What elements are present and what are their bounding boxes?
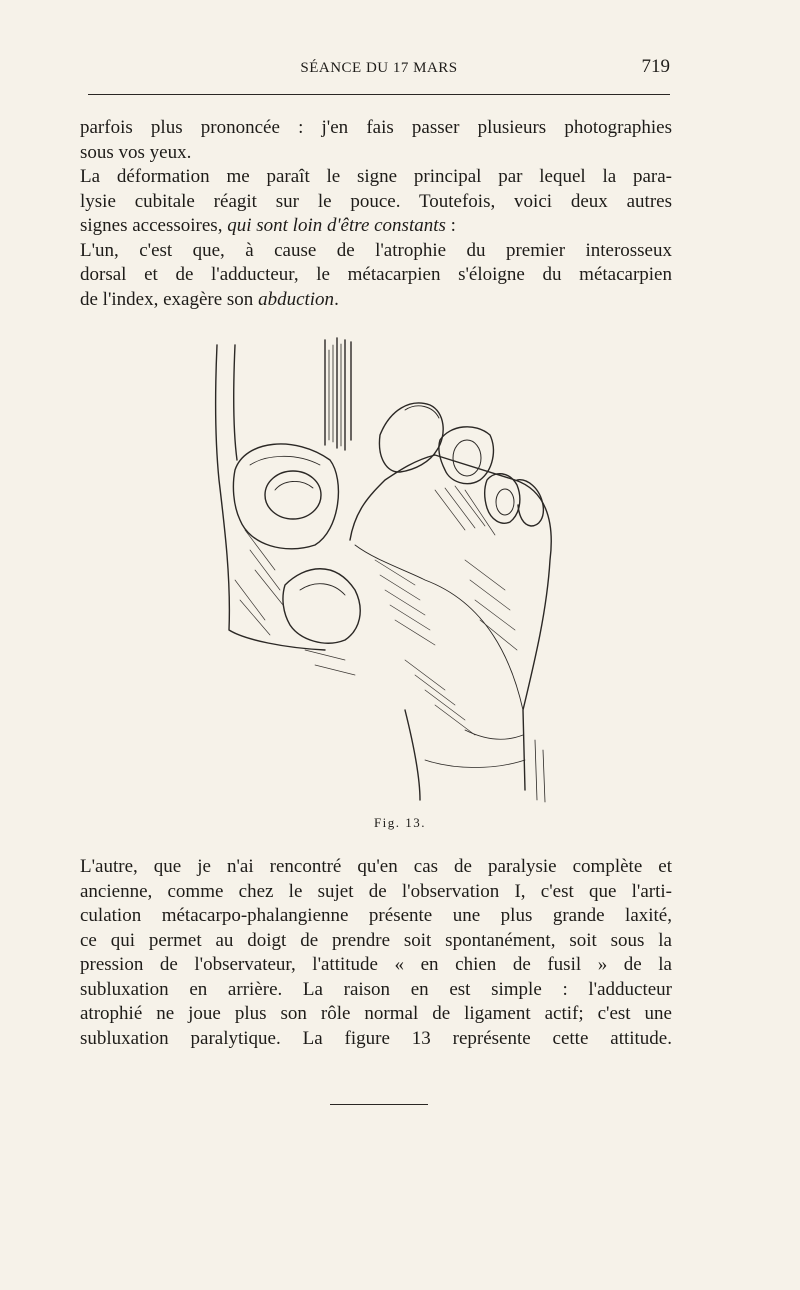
text-line: dorsal et de l'adducteur, le métacarpien s'éloigne du métacarpien [80, 264, 672, 285]
italic-word: abduction [258, 288, 335, 310]
text-line: lysie cubitale réagit sur le pouce. Toutefois, voici deux autres [80, 190, 672, 212]
text-segment: . [334, 288, 339, 310]
text-line: atrophié ne joue plus son rôle normal de ligament actif; c'est une [80, 1003, 672, 1024]
text-line: L'un, c'est que, à cause de l'atrophie du premier interosseux [80, 239, 672, 261]
figure-caption: Fig. 13. [373, 815, 427, 830]
text-line: ce qui permet au doigt de prendre soit spontanément, soit sous la [80, 929, 672, 951]
text-segment: signes accessoires, [80, 215, 228, 236]
italic-phrase: qui sont loin d'être constants [227, 215, 446, 236]
page-header [88, 56, 670, 86]
index-finger [379, 403, 443, 472]
ring-finger [485, 474, 520, 524]
left-thumb-outline [233, 444, 338, 549]
text-line: culation métacarpo-phalangienne présente une plus grande laxité, [80, 905, 672, 926]
page-number: 719 [641, 56, 670, 77]
text-line [80, 214, 672, 239]
middle-finger [439, 427, 494, 484]
header-rule [88, 94, 670, 95]
text-line: subluxation en arrière. La raison en est simple : l'adducteur [80, 978, 672, 1000]
end-rule [330, 1104, 428, 1105]
little-finger [517, 480, 543, 526]
patient-hand-outline [350, 455, 551, 790]
paragraph-1 [80, 116, 672, 312]
text-segment: de l'index, exagère son [80, 288, 259, 310]
text-line: subluxation paralytique. La figure 13 représente cette attitude. [80, 1027, 672, 1049]
text-line: pression de l'observateur, l'attitude « en chien de fusil » de la [80, 954, 672, 975]
hand-illustration [205, 330, 565, 805]
text-line: sous vos yeux. [80, 141, 192, 163]
text-line: La déformation me paraît le signe principal par lequel la para- [80, 166, 672, 187]
text-segment: : [445, 215, 456, 236]
running-head: SÉANCE DU 17 MARS [300, 60, 458, 76]
paragraph-2 [80, 855, 672, 1051]
text-line: parfois plus prononcée : j'en fais passer plusieurs photographies [80, 117, 672, 138]
left-hand-outline [216, 345, 325, 650]
text-line: L'autre, que je n'ai rencontré qu'en cas de paralysie complète et [80, 856, 672, 877]
text-line [80, 288, 672, 313]
thumbnail [265, 471, 321, 519]
text-line: ancienne, comme chez le sujet de l'observation I, c'est que l'arti- [80, 880, 672, 902]
patient-thumb [283, 569, 360, 643]
